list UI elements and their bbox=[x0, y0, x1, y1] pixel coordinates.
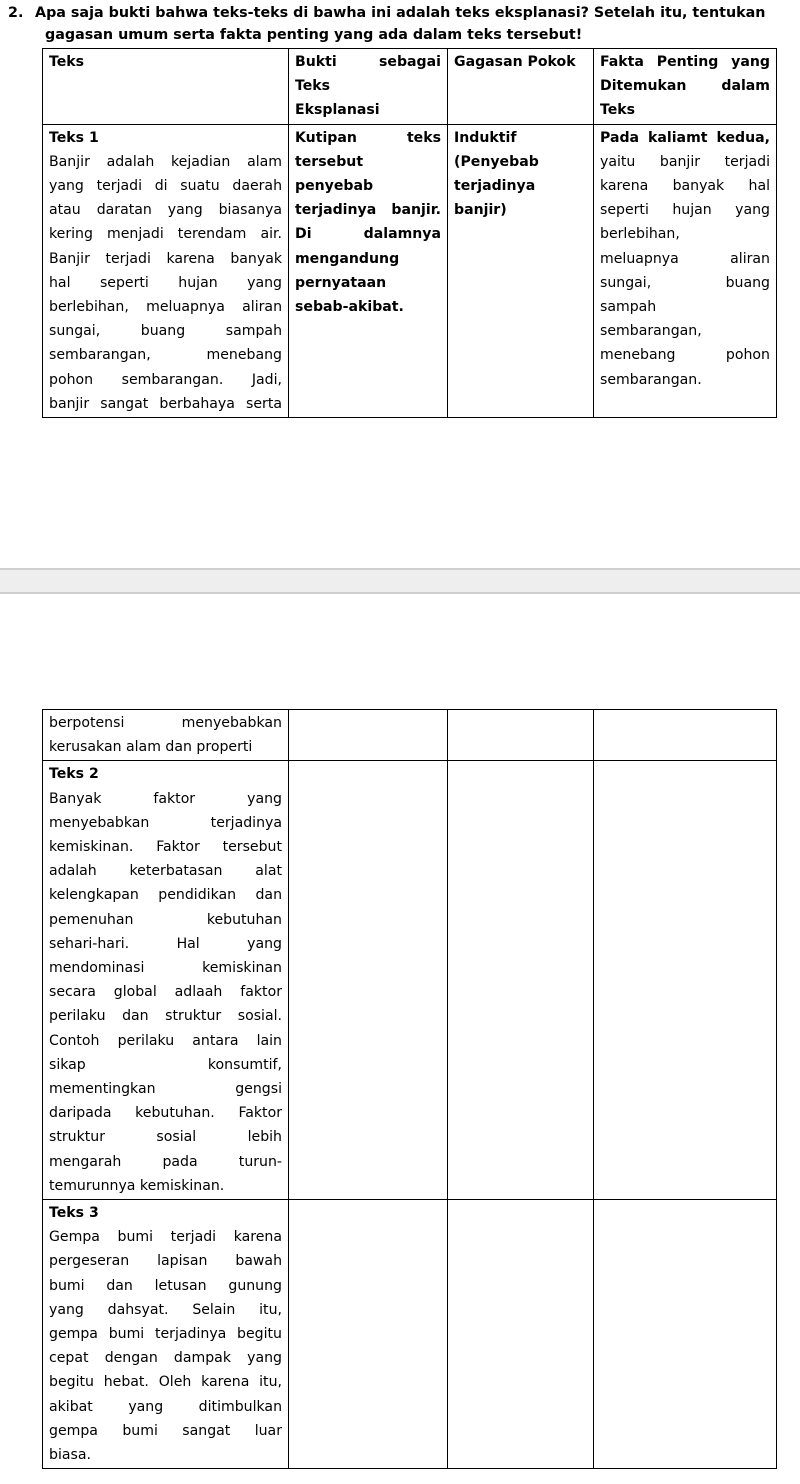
table-row bbox=[43, 1200, 777, 1469]
header-fakta: Fakta Penting yang Ditemukan dalam Teks bbox=[594, 49, 777, 125]
empty-cell bbox=[594, 710, 777, 761]
empty-cell bbox=[289, 761, 448, 1200]
table-row bbox=[43, 761, 777, 1200]
teks2-cell: Teks 2 Banyak faktor yang menyebabkan terjadinya kemiskinan. Faktor tersebut adalah keterbatasan alat kelengkapan pendidikan dan pemenuhan kebutuhan sehari-hari. Hal yang mendominasi kemiskinan secara global adlaah faktor perilaku dan struktur sosial. Contoh perilaku antara lain sikap konsumtif, mementingkan gengsi daripada kebutuhan. Faktor struktur sosial lebih mengarah pada turun- temurunnya kemiskinan. bbox=[43, 761, 289, 1200]
explanation-table-page-1 bbox=[42, 48, 777, 418]
question-line-2: gagasan umum serta fakta penting yang ada dalam teks tersebut! bbox=[45, 27, 583, 43]
header-gagasan: Gagasan Pokok bbox=[448, 49, 594, 125]
teks1-cell: Teks 1 Banjir adalah kejadian alam yang terjadi di suatu daerah atau daratan yang biasanya kering menjadi terendam air. Banjir terjadi karena banyak hal seperti hujan yang berlebihan, meluapnya aliran sungai, buang sampah sembarangan, menebang pohon sembarangan. Jadi, banjir sangat berbahaya serta bbox=[43, 124, 289, 417]
explanation-table-page-2 bbox=[42, 709, 777, 1469]
teks3-cell: Teks 3 Gempa bumi terjadi karena pergeseran lapisan bawah bumi dan letusan gunung yang dahsyat. Selain itu, gempa bumi terjadinya begitu cepat dengan dampak yang begitu hebat. Oleh karena itu, akibat yang ditimbulkan gempa bumi sangat luar biasa. bbox=[43, 1200, 289, 1469]
header-bukti: Bukti sebagai Teks Eksplanasi bbox=[289, 49, 448, 125]
teks1-bukti-cell: Kutipan teks tersebut penyebab terjadinya banjir. Di dalamnya mengandung pernyataan sebab-akibat. bbox=[289, 124, 448, 417]
table-row bbox=[43, 124, 777, 417]
table-header-row bbox=[43, 49, 777, 125]
teks1-fakta-cell: Pada kaliamt kedua, yaitu banjir terjadi karena banyak hal seperti hujan yang berlebihan, meluapnya aliran sungai, buang sampah sembarangan, menebang pohon sembarangan. bbox=[594, 124, 777, 417]
header-teks: Teks bbox=[43, 49, 289, 125]
page-break bbox=[0, 568, 800, 594]
empty-cell bbox=[594, 1200, 777, 1469]
empty-cell bbox=[448, 710, 594, 761]
table-row bbox=[43, 710, 777, 761]
empty-cell bbox=[289, 1200, 448, 1469]
empty-cell bbox=[448, 761, 594, 1200]
question-number: 2. bbox=[8, 5, 24, 21]
teks1-continued-cell: berpotensi menyebabkan kerusakan alam dan properti bbox=[43, 710, 289, 761]
empty-cell bbox=[594, 761, 777, 1200]
empty-cell bbox=[289, 710, 448, 761]
question-line-1: Apa saja bukti bahwa teks-teks di bawha ini adalah teks eksplanasi? Setelah itu, tentukan bbox=[35, 5, 766, 21]
empty-cell bbox=[448, 1200, 594, 1469]
teks1-gagasan-cell: Induktif (Penyebab terjadinya banjir) bbox=[448, 124, 594, 417]
